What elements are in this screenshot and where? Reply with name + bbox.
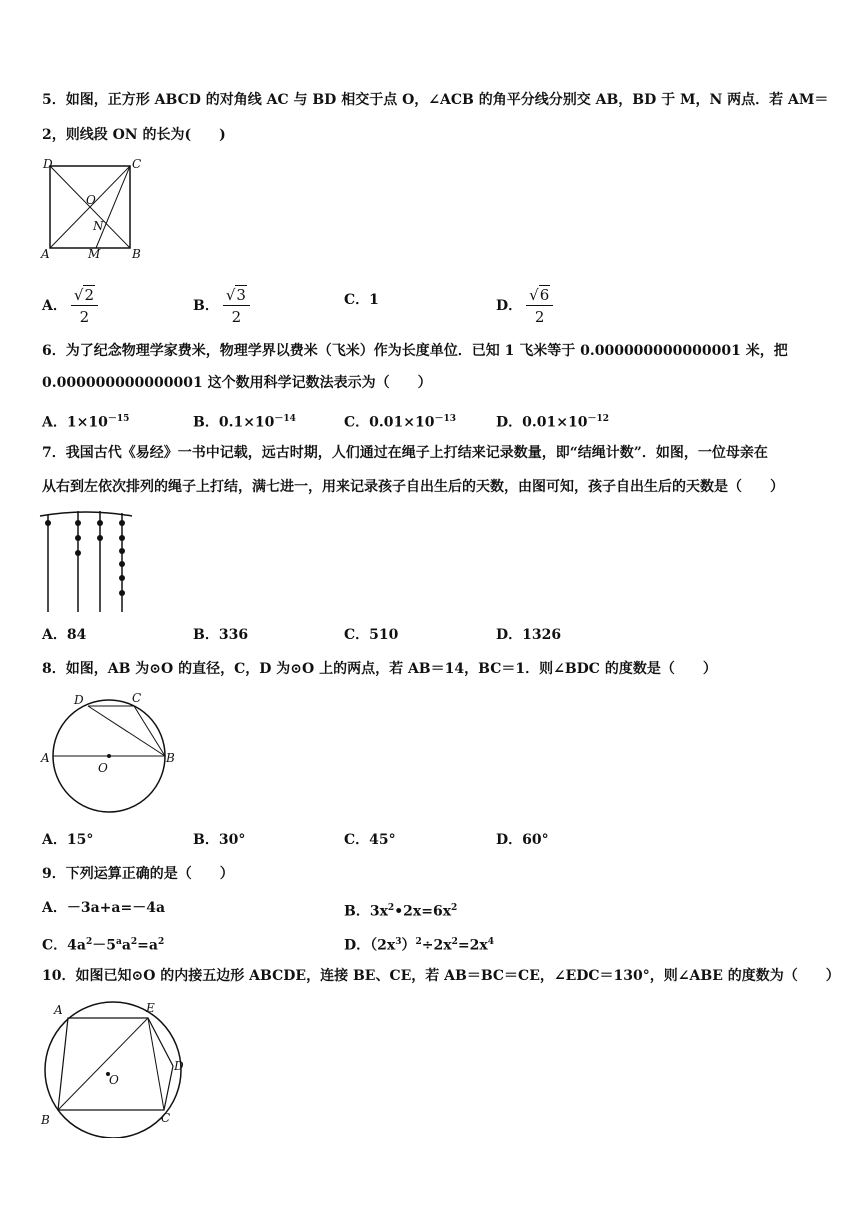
q5-option-a-num: 2 [84,286,94,304]
q7-option-a[interactable]: A．84 [42,627,87,643]
q6-option-c[interactable]: C．$0.01\times 10^{-13}$ [344,414,456,431]
q5-option-b-letter: B． [193,298,219,314]
q6-text-line2: 0.000000000000001 这个数用科学记数法表示为（ ） [42,375,432,391]
q9-text-line1: 9．下列运算正确的是（ ） [42,866,234,882]
q7-knot [97,520,103,526]
q5-label-m: M [88,247,101,260]
q10-pentagon-figure [38,998,198,1138]
q7-knot [119,590,125,596]
q10-label-o: O [109,1073,119,1087]
q5-option-a-den: 2 [79,308,90,326]
q5-label-o: O [86,193,96,207]
q5-option-b[interactable]: B． $\frac{√3}{2}$ [193,286,250,326]
q10-label-d: D [174,1059,184,1073]
q9-option-c[interactable]: C．$4a^2-5^aa^2=a^2$ [42,937,165,954]
q8-label-c: C [132,691,142,705]
q9-option-b[interactable]: B．$3x^2•2x=6x^2$ [344,903,458,920]
q5-label-d: D [43,157,53,171]
q5-label-b: B [132,247,141,260]
q6-option-b[interactable]: B．$0.1\times 10^{-14}$ [193,414,296,431]
q7-knot [75,535,81,541]
q7-knot [119,535,125,541]
q7-knot [45,520,51,526]
q10-label-c: C [161,1111,171,1125]
q7-text-line1: 7．我国古代《易经》一书中记载，远古时期，人们通过在绳子上打结来记录数量，即“结绳计数”．如图，一位母亲在 [42,445,768,461]
q5-option-d[interactable]: D． $\frac{√6}{2}$ [496,286,553,326]
q5-option-c[interactable] [344,290,379,310]
q5-option-b-num: 3 [236,286,246,304]
q7-text-line2: 从右到左依次排列的绳子上打结，满七进一，用来记录孩子自出生后的天数，由图可知，孩子自出生后的天数是（ ） [42,479,784,495]
q5-option-b-den: 2 [231,308,242,326]
q7-knot [75,550,81,556]
q5-option-a-letter: A． [42,298,67,314]
q5-option-d-den: 2 [534,308,545,326]
q9-option-a[interactable]: A．－3a+a=－4a [42,900,166,916]
q7-knot [119,520,125,526]
q5-option-d-letter: D． [496,298,523,314]
q5-text-line2: 2，则线段 ON 的长为( ) [42,127,226,143]
q5-option-c-text: 1 [369,292,379,308]
q9-option-d[interactable]: D．$(2x^3)^2\div 2x^2=2x^4$ [344,937,494,954]
q10-label-a: A [54,1003,63,1017]
q7-knotted-rope-figure [38,508,138,614]
q8-option-c[interactable]: C．45° [344,832,396,848]
q10-label-b: B [41,1113,50,1127]
q5-option-a[interactable]: A． $\frac{√2}{2}$ [42,286,98,326]
q7-knot [119,575,125,581]
q5-option-d-num: 6 [539,286,550,304]
q8-option-b[interactable]: B．30° [193,832,246,848]
q10-text-line1: 10．如图已知⊙O 的内接五边形 ABCDE，连接 BE、CE，若 AB＝BC＝CE，∠EDC＝130°，则∠ABE 的度数为（ ） [42,968,840,984]
q8-label-d: D [74,693,84,707]
q8-label-o: O [98,761,108,775]
q7-knot [119,561,125,567]
q10-label-e: E [146,1001,155,1015]
q5-square-figure [38,156,150,260]
q6-option-a[interactable]: A．$1\times 10^{-15}$ [42,414,130,431]
q8-option-a[interactable]: A．15° [42,832,94,848]
q8-label-a: A [41,751,50,765]
q6-option-d[interactable]: D．$0.01\times 10^{-12}$ [496,414,609,431]
q8-label-b: B [166,751,175,765]
q7-option-d[interactable]: D．1326 [496,627,562,643]
q5-label-n: N [93,219,104,233]
q7-knot [97,535,103,541]
q7-knot [119,548,125,554]
q8-text-line1: 8．如图，AB 为⊙O 的直径，C，D 为⊙O 上的两点，若 AB＝14，BC＝1．则∠BDC 的度数是（ ） [42,661,717,677]
q8-circle-figure [38,688,182,816]
q8-option-d[interactable]: D．60° [496,832,549,848]
q5-option-c-letter: C． [344,292,370,308]
q5-label-c: C [132,157,142,171]
q7-option-b[interactable]: B．336 [193,627,249,643]
q6-text-line1: 6．为了纪念物理学家费米，物理学界以费米（飞米）作为长度单位．已知 1 飞米等于 0.000000000000001 米，把 [42,343,788,359]
q5-text-line1: 5．如图，正方形 ABCD 的对角线 AC 与 BD 相交于点 O，∠ACB 的角平分线分别交 AB，BD 于 M，N 两点．若 AM＝ [42,92,829,108]
q5-label-a: A [41,247,50,260]
q7-knot [75,520,81,526]
q7-option-c[interactable]: C．510 [344,627,399,643]
